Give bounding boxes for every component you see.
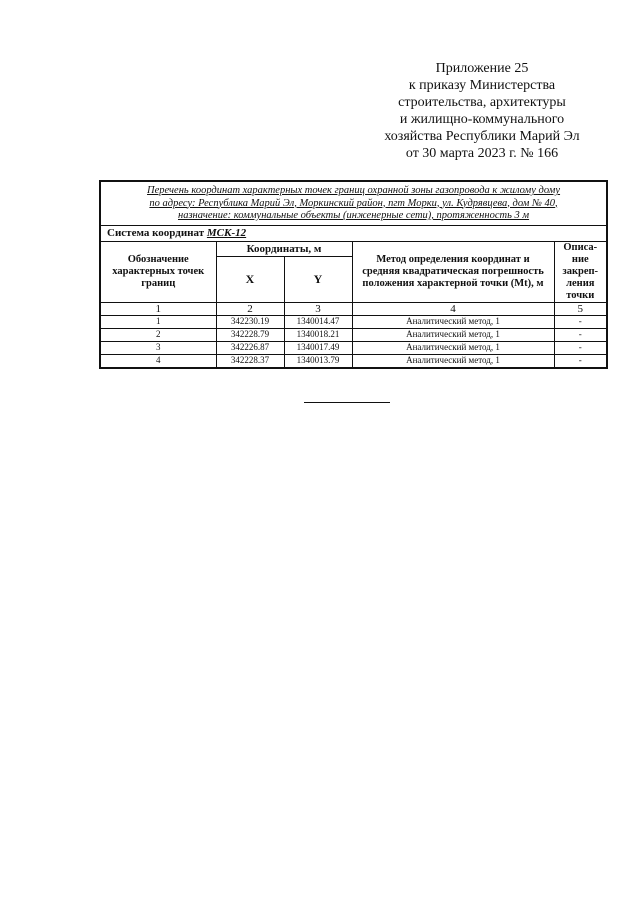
column-number: 4 (352, 302, 554, 315)
table-row (100, 354, 607, 368)
column-number: 2 (216, 302, 284, 315)
document-header (352, 60, 612, 162)
description-value: - (554, 354, 607, 368)
x-coordinate: 342228.79 (216, 328, 284, 341)
column-numbers-row (100, 302, 607, 315)
closing-divider (304, 402, 390, 403)
caption-line: Перечень координат характерных точек границ охранной зоны газопровода к жилому дому (147, 185, 561, 196)
header-line: хозяйства Республики Марий Эл (384, 129, 580, 144)
coordinate-system (100, 225, 607, 241)
y-coordinate: 1340017.49 (284, 341, 352, 354)
point-number: 4 (100, 354, 216, 368)
table-row (100, 341, 607, 354)
coordinates-table (99, 180, 608, 369)
header-line: от 30 марта 2023 г. № 166 (405, 146, 559, 161)
method-value: Аналитический метод, 1 (352, 354, 554, 368)
header-y: Y (284, 256, 352, 302)
table-caption-row (100, 181, 607, 225)
column-number: 1 (100, 302, 216, 315)
header-designation: Обозначение характерных точек границ (100, 241, 216, 302)
x-coordinate: 342226.87 (216, 341, 284, 354)
coordinate-system-name: МСК-12 (206, 227, 247, 239)
header-line: и жилищно-коммунального (399, 112, 565, 127)
point-number: 2 (100, 328, 216, 341)
description-value: - (554, 328, 607, 341)
y-coordinate: 1340018.21 (284, 328, 352, 341)
method-value: Аналитический метод, 1 (352, 328, 554, 341)
y-coordinate: 1340014.47 (284, 315, 352, 328)
column-number: 3 (284, 302, 352, 315)
header-line: к приказу Министерства (408, 78, 556, 93)
table-row (100, 315, 607, 328)
table-header-row (100, 241, 607, 256)
coordinate-system-row (100, 225, 607, 241)
method-value: Аналитический метод, 1 (352, 315, 554, 328)
caption-line: назначение: коммунальные объекты (инженерные сети), протяженность 3 м (177, 210, 530, 221)
description-value: - (554, 315, 607, 328)
column-number: 5 (554, 302, 607, 315)
header-coordinates: Координаты, м (216, 241, 352, 256)
point-number: 3 (100, 341, 216, 354)
x-coordinate: 342228.37 (216, 354, 284, 368)
table-caption (100, 181, 607, 225)
header-line: Приложение 25 (435, 61, 529, 76)
header-x: X (216, 256, 284, 302)
y-coordinate: 1340013.79 (284, 354, 352, 368)
description-value: - (554, 341, 607, 354)
header-description: Описа-ние закреп-ления точки (554, 241, 607, 302)
point-number: 1 (100, 315, 216, 328)
header-line: строительства, архитектуры (398, 95, 566, 110)
method-value: Аналитический метод, 1 (352, 341, 554, 354)
caption-line: по адресу: Республика Марий Эл, Моркинский район, пгт Морки, ул. Кудрявцева, дом № 40, (149, 197, 558, 209)
x-coordinate: 342230.19 (216, 315, 284, 328)
table-row (100, 328, 607, 341)
header-method: Метод определения координат и средняя квадратическая погрешность положения характерной точки (Mt), м (352, 241, 554, 302)
coordinate-system-label: Система координат (107, 227, 205, 239)
